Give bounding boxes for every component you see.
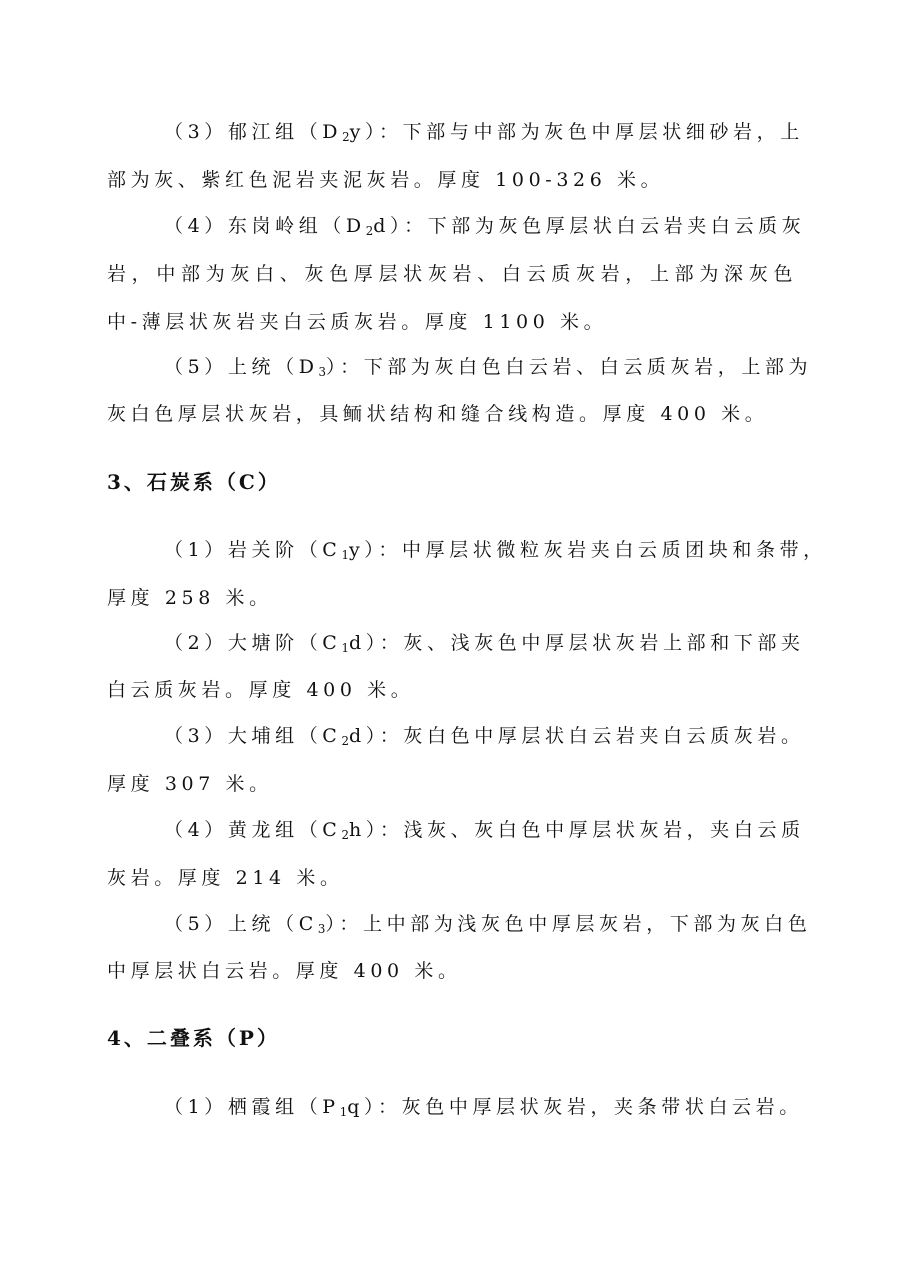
item-text: d）：灰白色中厚层状白云岩夹白云质灰岩。 (348, 725, 805, 747)
paragraph-yujiang-line-1 (164, 121, 804, 144)
item-text: y）：中厚层状微粒灰岩夹白云质团块和条带， (348, 539, 827, 561)
subscript: 2 (341, 827, 349, 842)
section-heading-carboniferous: 3、石炭系（C） (107, 470, 281, 494)
paragraph-datang-line-1 (164, 632, 805, 655)
item-label: （3）郁江组（D (164, 121, 343, 143)
item-text: y）：下部与中部为灰色中厚层状细砂岩，上 (349, 121, 804, 143)
subscript: 2 (365, 223, 374, 238)
paragraph-yujiang-line-2: 部为灰、紫红色泥岩夹泥灰岩。厚度 100-326 米。 (107, 169, 665, 191)
paragraph-donggangling-line-2: 岩，中部为灰白、灰色厚层状灰岩、白云质灰岩，上部为深灰色 (107, 263, 797, 285)
subscript: 1 (341, 640, 349, 655)
subscript: 1 (341, 547, 349, 562)
paragraph-datang-line-2: 白云质灰岩。厚度 400 米。 (107, 679, 415, 701)
subscript: 2 (341, 733, 349, 748)
subscript: 3 (318, 364, 327, 379)
item-label: （5）上统（D (164, 356, 319, 378)
paragraph-huanglong-line-1 (164, 819, 805, 842)
item-text: h）：浅灰、灰白色中厚层状灰岩，夹白云质 (348, 819, 805, 841)
item-label: （4）黄龙组（C (164, 819, 342, 841)
item-text: ）：上中部为浅灰色中厚层灰岩，下部为灰白色 (325, 913, 812, 935)
subscript: 2 (342, 129, 350, 144)
paragraph-huanglong-line-2: 灰岩。厚度 214 米。 (107, 867, 344, 889)
subscript: 3 (317, 921, 326, 936)
paragraph-carboniferous-upper-line-2: 中厚层状白云岩。厚度 400 米。 (107, 960, 462, 982)
item-text: d）：下部为灰色厚层状白云岩夹白云质灰 (373, 215, 806, 237)
item-label: （4）东岗岭组（D (164, 215, 366, 237)
paragraph-donggangling-line-1 (164, 215, 806, 238)
paragraph-devonian-upper-line-1 (164, 356, 813, 379)
item-label: （2）大塘阶（C (164, 632, 342, 654)
paragraph-dapu-line-2: 厚度 307 米。 (107, 773, 273, 795)
item-label: （3）大埔组（C (164, 725, 342, 747)
item-text: d）：灰、浅灰色中厚层状灰岩上部和下部夹 (348, 632, 805, 654)
subscript: 1 (339, 1104, 348, 1119)
paragraph-carboniferous-upper-line-1 (164, 913, 812, 936)
paragraph-donggangling-line-3: 中-薄层状灰岩夹白云质灰岩。厚度 1100 米。 (107, 311, 608, 333)
paragraph-qixia-line-1 (164, 1096, 803, 1119)
item-text: q）：灰色中厚层状灰岩，夹条带状白云岩。 (347, 1096, 803, 1118)
section-heading-permian: 4、二叠系（P） (107, 1026, 280, 1050)
item-label: （1）岩关阶（C (164, 539, 342, 561)
item-label: （1）栖霞组（P (164, 1096, 340, 1118)
paragraph-yanguan-line-2: 厚度 258 米。 (107, 587, 273, 609)
paragraph-yanguan-line-1 (164, 539, 827, 562)
item-label: （5）上统（C (164, 913, 318, 935)
paragraph-devonian-upper-line-2: 灰白色厚层状灰岩，具鲕状结构和缝合线构造。厚度 400 米。 (107, 403, 769, 425)
paragraph-dapu-line-1 (164, 725, 805, 748)
item-text: ）：下部为灰白色白云岩、白云质灰岩，上部为 (326, 356, 813, 378)
